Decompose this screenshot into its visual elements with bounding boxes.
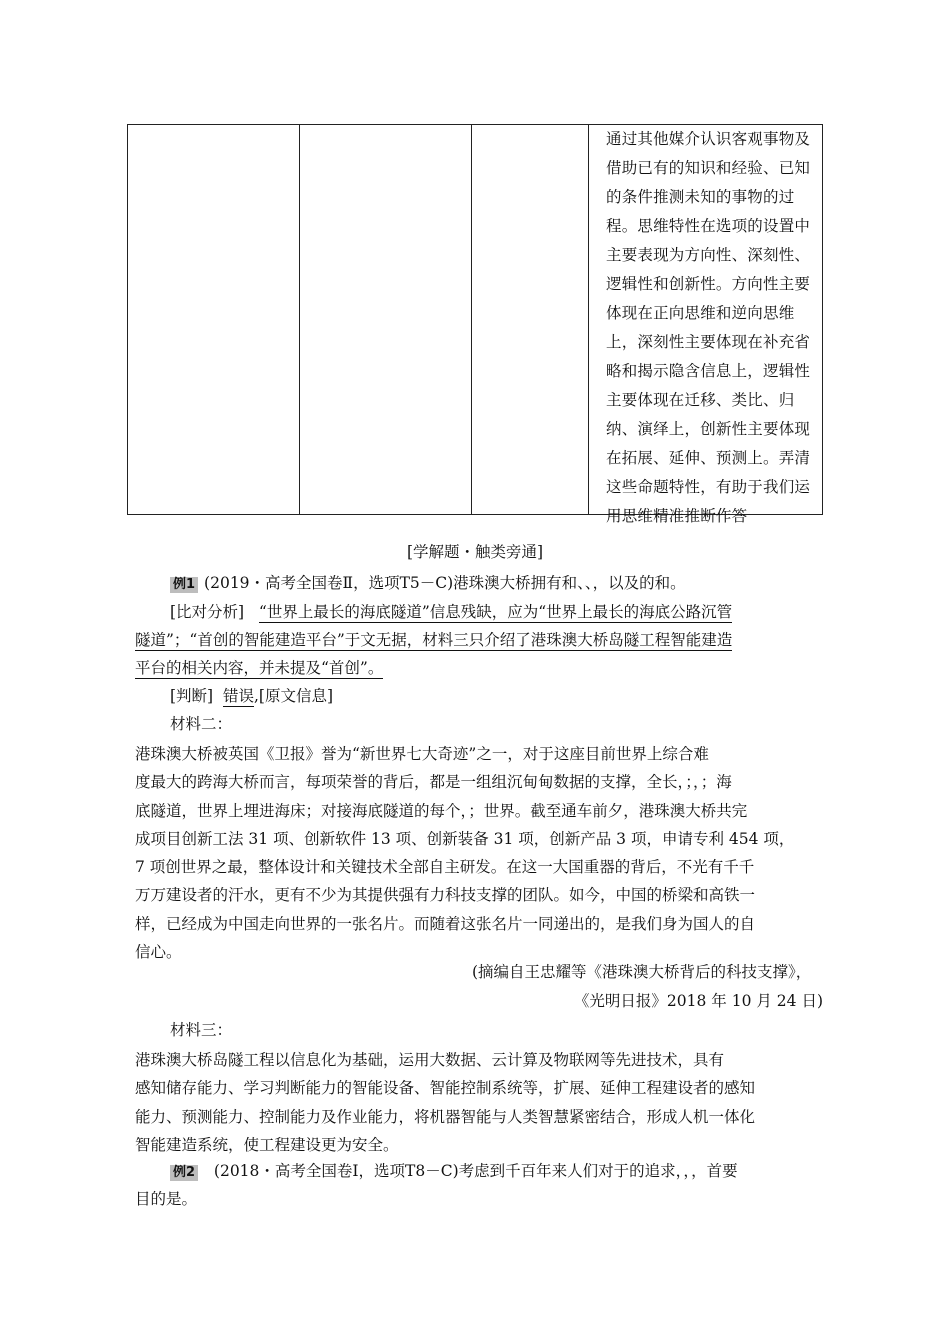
table-column-divider bbox=[588, 125, 589, 514]
material3-title: 材料三： bbox=[170, 1021, 233, 1039]
text-line: 纳、演绎上，创新性主要体现 bbox=[606, 420, 811, 438]
text-line: 成项目创新工法 31 项、创新软件 13 项、创新装备 31 项，创新产品 3 项，申请专利 454 项， bbox=[135, 829, 795, 848]
judgment-label: [判断] bbox=[170, 687, 214, 705]
example1 bbox=[170, 571, 686, 593]
text-line: 用思维精准推断作答 bbox=[606, 507, 748, 525]
text-line: 港珠澳大桥被英国《卫报》誉为“新世界七大奇迹”之一，对于这座目前世界上综合难 bbox=[135, 745, 709, 763]
analysis-line-3 bbox=[135, 656, 383, 678]
example2-text-2: 目的是。 bbox=[135, 1190, 198, 1208]
example1-tag: 例1 bbox=[170, 577, 198, 593]
analysis-label: [比对分析] bbox=[170, 603, 245, 621]
text-line: 信心。 bbox=[135, 943, 182, 962]
text-line: 能力、预测能力、控制能力及作业能力，将机器智能与人类智慧紧密结合，形成人机一体化 bbox=[135, 1107, 756, 1126]
analysis-text: 平台的相关内容，并未提及“首创”。 bbox=[135, 659, 384, 677]
example2 bbox=[170, 1159, 738, 1181]
text-line: 在拓展、延伸、预测上。弄清 bbox=[606, 449, 811, 467]
analysis-text: “世界上最长的海底隧道”信息残缺，应为“世界上最长的海底公路沉管 bbox=[258, 603, 733, 621]
section-title: [学解题・触类旁通] bbox=[406, 543, 544, 561]
material2-source-1: (摘编自王忠耀等《港珠澳大桥背后的科技支撑》， bbox=[472, 963, 812, 981]
analysis-line-2 bbox=[135, 628, 732, 650]
text-line: 主要体现在迁移、类比、归 bbox=[606, 391, 795, 409]
text-line: 这些命题特性，有助于我们运 bbox=[606, 478, 811, 496]
analysis-text: 隧道”；“首创的智能建造平台”于文无据，材料三只介绍了港珠澳大桥岛隧工程智能建造 bbox=[135, 631, 733, 649]
text-line: 主要表现为方向性、深刻性、 bbox=[606, 246, 811, 264]
material2-title: 材料二： bbox=[170, 715, 233, 733]
text-line: 底隧道，世界上埋进海床；对接海底隧道的每个，；世界。截至通车前夕，港珠澳大桥共完 bbox=[135, 801, 748, 820]
material2-source-2: 《光明日报》2018 年 10 月 24 日) bbox=[573, 992, 823, 1010]
text-line: 逻辑性和创新性。方向性主要 bbox=[606, 275, 811, 293]
text-line: 万万建设者的汗水，更有不少为其提供强有力科技支撑的团队。如今，中国的桥梁和高铁一 bbox=[135, 886, 756, 905]
text-line: 通过其他媒介认识客观事物及 bbox=[606, 130, 811, 148]
material2-body bbox=[135, 740, 794, 966]
text-line: 借助已有的知识和经验、已知 bbox=[606, 159, 811, 177]
text-line: 程。思维特性在选项的设置中 bbox=[606, 217, 811, 235]
judgment-tail: ,[原文信息] bbox=[253, 687, 334, 705]
text-line: 港珠澳大桥岛隧工程以信息化为基础，运用大数据、云计算及物联网等先进技术，具有 bbox=[135, 1051, 725, 1069]
judgment bbox=[170, 684, 333, 706]
text-line: 度最大的跨海大桥而言，每项荣誉的背后，都是一组组沉甸甸数据的支撑，全长，；，；海 bbox=[135, 773, 732, 792]
table-column-divider bbox=[471, 125, 472, 514]
table-cell-text bbox=[598, 125, 840, 531]
text-line: 智能建造系统，使工程建设更为安全。 bbox=[135, 1135, 399, 1154]
content-table bbox=[127, 124, 823, 525]
text-line: 7 项创世界之最，整体设计和关键技术全部自主研发。在这一大国重器的背后，不光有千千 bbox=[135, 858, 755, 877]
material3-body bbox=[135, 1046, 755, 1159]
analysis-line-1 bbox=[170, 600, 732, 622]
example2-tag: 例2 bbox=[170, 1165, 198, 1181]
example2-text: (2018・高考全国卷Ⅰ，选项T8－C)考虑到千百年来人们对于的追求，，，首要 bbox=[213, 1162, 738, 1180]
table-column-divider bbox=[299, 125, 300, 514]
text-line: 体现在正向思维和逆向思维 bbox=[606, 304, 795, 322]
example1-text: (2019・高考全国卷Ⅱ，选项T5－C)港珠澳大桥拥有和、、，以及的和。 bbox=[204, 574, 686, 592]
text-line: 样，已经成为中国走向世界的一张名片。而随着这张名片一同递出的，是我们身为国人的自 bbox=[135, 914, 756, 933]
text-line: 感知储存能力、学习判断能力的智能设备、智能控制系统等，扩展、延伸工程建设者的感知 bbox=[135, 1079, 756, 1098]
judgment-value: 错误 bbox=[222, 687, 254, 705]
text-line: 的条件推测未知的事物的过 bbox=[606, 188, 795, 206]
text-line: 略和揭示隐含信息上，逻辑性 bbox=[606, 362, 811, 380]
text-line: 上，深刻性主要体现在补充省 bbox=[606, 333, 811, 351]
